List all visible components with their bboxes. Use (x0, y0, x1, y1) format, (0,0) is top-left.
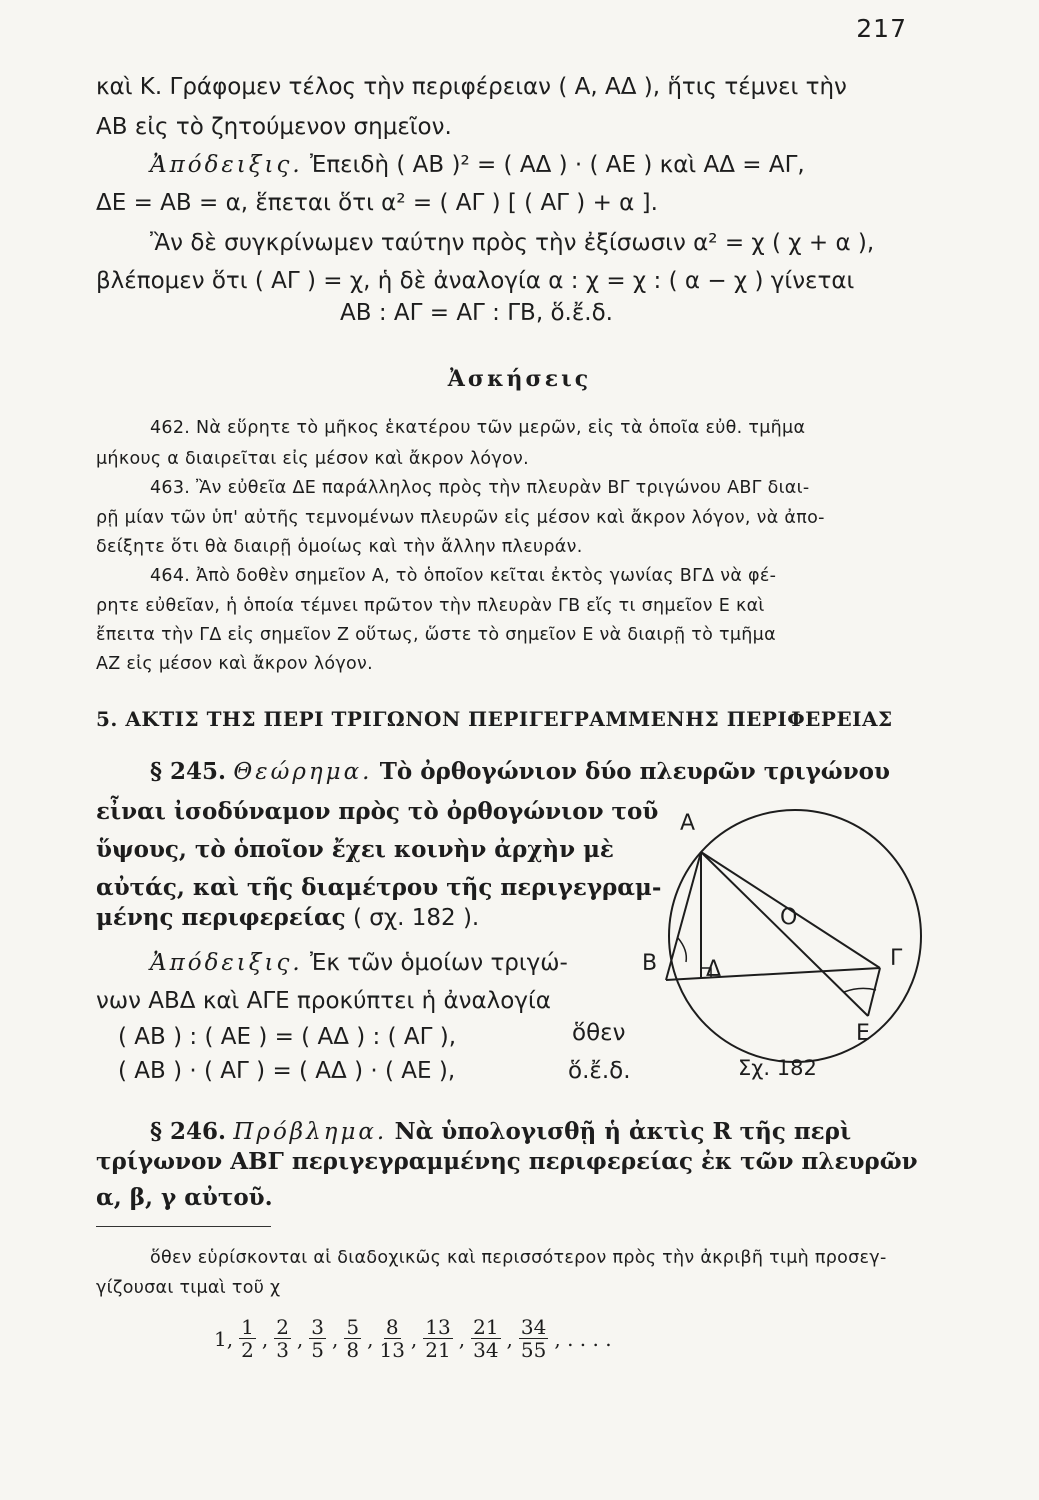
proof-line-5: Ἂν δὲ συγκρίνωμεν ταύτην πρὸς τὴν ἐξίσωσιν α² = χ ( χ + α ), (150, 230, 875, 256)
fraction: 34 55 (520, 1315, 547, 1362)
diameter-ae (701, 852, 868, 1016)
theorem-line-4: αὐτάς, καὶ τῆς διαμέτρου τῆς περιγεγραμ- (96, 874, 662, 901)
exercise-463-line-2: ρῇ μίαν τῶν ὑπ' αὐτῆς τεμνομένων πλευρῶν εἰς μέσον καὶ ἄκρον λόγον, νὰ ἀπο- (96, 508, 825, 528)
problem-line-3: α, β, γ αὐτοῦ. (96, 1184, 273, 1211)
fraction: 13 21 (425, 1315, 451, 1362)
proof-line-4: ΔΕ = ΑΒ = α, ἕπεται ὅτι α² = ( ΑΓ ) [ ( ΑΓ ) + α ]. (96, 190, 658, 216)
theorem-line-3: ὕψους, τὸ ὁποῖον ἔχει κοινὴν ἀρχὴν μὲ (96, 836, 614, 863)
proof-line-2: ΑΒ εἰς τὸ ζητούμενον σημεῖον. (96, 114, 452, 140)
proof-line-1: καὶ Κ. Γράφομεν τέλος τὴν περιφέρειαν ( Α, ΑΔ ), ἥτις τέμνει τὴν (96, 74, 847, 100)
label-g: Γ (890, 946, 903, 971)
theorem-line-1 (150, 758, 890, 785)
figure-182-circumscribed-circle (640, 800, 930, 1090)
angle-b-mark (678, 938, 686, 962)
fraction: 1 2 (241, 1315, 254, 1362)
problem-line-1 (150, 1118, 851, 1145)
exercise-463-line-3: δείξητε ὅτι θὰ διαιρῇ ὁμοίως καὶ τὴν ἄλλην πλευράν. (96, 537, 583, 557)
sequence-ellipsis: , . . . . (554, 1326, 612, 1351)
exercise-462-line-2: μήκους α διαιρεῖται εἰς μέσον καὶ ἄκρον λόγον. (96, 449, 529, 469)
exercise-464-line-4: ΑΖ εἰς μέσον καὶ ἄκρον λόγον. (96, 654, 373, 674)
sequence-first-term: 1, (214, 1326, 234, 1351)
proof-line-7: ΑΒ : ΑΓ = ΑΓ : ΓΒ, ὅ.ἔ.δ. (340, 300, 613, 326)
footnote-line-2: γίζουσαι τιμαὶ τοῦ χ (96, 1278, 281, 1298)
theorem-proof-label: Ἀπόδειξις. (150, 950, 303, 976)
theorem-number: § 245. (150, 758, 227, 785)
label-a: Α (680, 811, 696, 836)
equation-2-tail: ὅ.ἔ.δ. (568, 1058, 631, 1084)
problem-number: § 246. (150, 1118, 227, 1145)
problem-text-1: Νὰ ὑπολογισθῇ ἡ ἀκτὶς R τῆς περὶ (394, 1118, 852, 1145)
label-o: Ο (780, 905, 798, 930)
problem-line-2: τρίγωνον ΑΒΓ περιγεγραμμένης περιφερείας ἐκ τῶν πλευρῶν (96, 1148, 918, 1175)
equation-1: ( ΑΒ ) : ( ΑΕ ) = ( ΑΔ ) : ( ΑΓ ), (118, 1024, 457, 1050)
circumcircle (669, 810, 921, 1062)
theorem-proof-line-1 (150, 950, 568, 976)
equation-1-tail: ὅθεν (572, 1020, 626, 1046)
fraction: 5 8 (346, 1315, 360, 1362)
label-b: Β (642, 951, 658, 976)
problem-label: Πρόβλημα. (233, 1119, 388, 1145)
side-bg (666, 968, 880, 980)
proof-line-6: βλέπομεν ὅτι ( ΑΓ ) = χ, ἡ δὲ ἀναλογία α : χ = χ : ( α − χ ) γίνεται (96, 268, 855, 294)
exercise-464-line-1: 464. Ἀπὸ δοθὲν σημεῖον Α, τὸ ὁποῖον κεῖται ἐκτὸς γωνίας ΒΓΔ νὰ φέ- (150, 566, 777, 586)
proof-label: Ἀπόδειξις. (150, 152, 303, 178)
theorem-proof-text-1: Ἐκ τῶν ὁμοίων τριγώ- (309, 950, 568, 976)
segment-ge (868, 968, 880, 1016)
exercise-462-line-1: 462. Νὰ εὕρητε τὸ μῆκος ἑκατέρου τῶν μερῶν, εἰς τὰ ὁποῖα εὐθ. τμῆμα (150, 418, 806, 438)
exercise-464-line-2: ρητε εὐθεῖαν, ἡ ὁποία τέμνει πρῶτον τὴν πλευρὰν ΓΒ εἴς τι σημεῖον Ε καὶ (96, 596, 765, 616)
theorem-proof-line-2: νων ΑΒΔ καὶ ΑΓΕ προκύπτει ἡ ἀναλογία (96, 988, 551, 1014)
theorem-text-5: μένης περιφερείας (96, 904, 346, 931)
fraction: 2 3 (276, 1315, 289, 1362)
footnote-rule (96, 1226, 271, 1227)
angle-e-mark (844, 988, 876, 992)
fraction: 3 5 (311, 1315, 325, 1362)
footnote-line-1: ὅθεν εὑρίσκονται αἱ διαδοχικῶς καὶ περισσότερον πρὸς τὴν ἀκριβῆ τιμὴ προσεγ- (150, 1248, 887, 1268)
section-heading: 5. ΑΚΤΙΣ ΤΗΣ ΠΕΡΙ ΤΡΙΓΩΝΟΝ ΠΕΡΙΓΕΓΡΑΜΜΕΝΗΣ ΠΕΡΙΦΕΡΕΙΑΣ (96, 707, 893, 731)
theorem-label: Θεώρημα. (233, 759, 373, 785)
proof-line-3-text: Ἐπειδὴ ( ΑΒ )² = ( ΑΔ ) · ( ΑΕ ) καὶ ΑΔ = ΑΓ, (309, 152, 805, 178)
theorem-line-2: εἶναι ἰσοδύναμον πρὸς τὸ ὀρθογώνιον τοῦ (96, 798, 659, 825)
label-e: Ε (856, 1021, 870, 1046)
fraction: 21 34 (473, 1315, 499, 1362)
figure-caption: Σχ. 182 (738, 1056, 817, 1080)
footnote-fraction-sequence: 1, 1 2 , 2 3 , 3 5 , 5 8 , 8 13 , 13 21 , 21 34 , 34 55 , . . . . (214, 1315, 612, 1362)
theorem-figure-ref: ( σχ. 182 ). (352, 905, 480, 931)
exercise-464-line-3: ἔπειτα τὴν ΓΔ εἰς σημεῖον Ζ οὕτως, ὥστε τὸ σημεῖον Ε νὰ διαιρῇ τὸ τμῆμα (96, 625, 776, 645)
theorem-text-1: Τὸ ὀρθογώνιον δύο πλευρῶν τριγώνου (379, 758, 890, 785)
label-d: Δ (706, 957, 722, 982)
exercise-463-line-1: 463. Ἂν εὐθεῖα ΔΕ παράλληλος πρὸς τὴν πλευρὰν ΒΓ τριγώνου ΑΒΓ διαι- (150, 478, 810, 498)
page-number: 217 (856, 14, 907, 43)
proof-line-3 (150, 152, 805, 178)
equation-2: ( ΑΒ ) · ( ΑΓ ) = ( ΑΔ ) · ( ΑΕ ), (118, 1058, 456, 1084)
theorem-line-5 (96, 904, 479, 931)
exercises-title: Ἀσκήσεις (447, 366, 592, 392)
fraction: 8 13 (379, 1315, 405, 1362)
